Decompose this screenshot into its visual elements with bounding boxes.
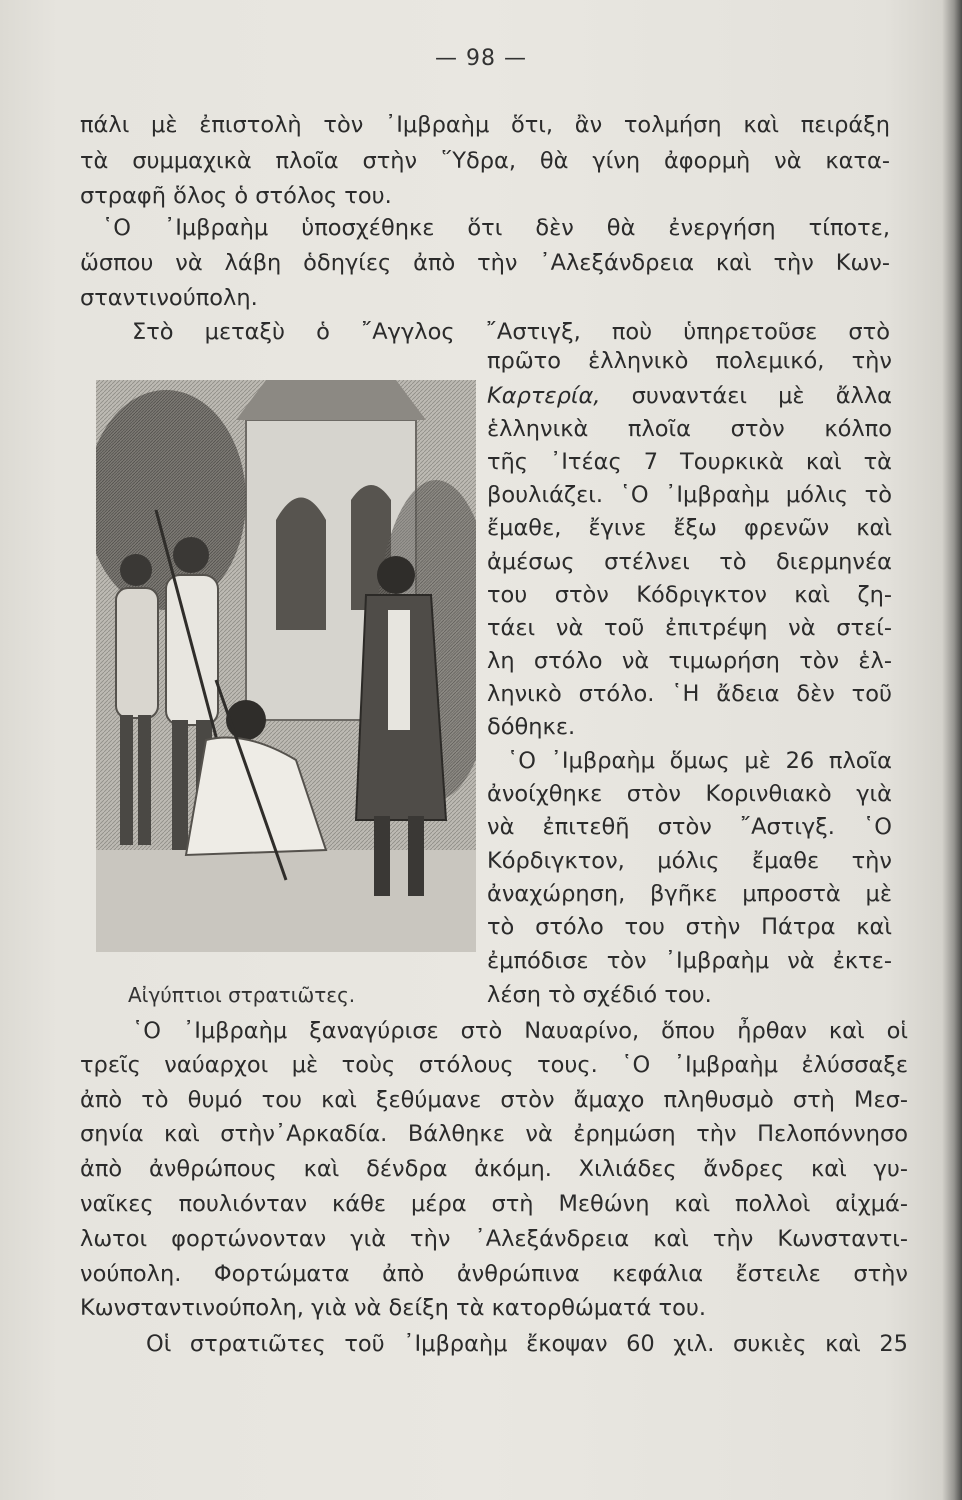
text-line: ἐμπόδισε τὸν ᾽Ιμβραὴμ νὰ ἐκτε- <box>487 948 892 974</box>
text-line: ὥσπου νὰ λάβη ὁδηγίες ἀπὸ τὴν ᾽Αλεξάνδρεια καὶ τὴν Κων- <box>80 250 890 276</box>
page-binding-shadow <box>942 0 962 1500</box>
text-line: ἀναχώρηση, βγῆκε μπροστὰ μὲ <box>487 881 892 907</box>
text-line: Οἱ στρατιῶτες τοῦ ᾽Ιμβραὴμ ἔκοψαν 60 χιλ. συκιὲς καὶ 25 <box>146 1331 908 1357</box>
text-line <box>487 381 892 411</box>
text-line: σηνία καὶ στὴν᾽Αρκαδία. Βάλθηκε νὰ ἐρημώση τὴν Πελοπόννησο <box>80 1121 908 1147</box>
text-line: Στὸ μεταξὺ ὁ ῎Αγγλος ῎Αστιγξ, ποὺ ὑπηρετοῦσε στὸ <box>132 319 890 345</box>
text-line: δόθηκε. <box>487 714 576 740</box>
text-line: τάει νὰ τοῦ ἐπιτρέψη νὰ στεί- <box>487 615 892 641</box>
text-line: νὰ ἐπιτεθῆ στὸν ῎Αστιγξ. ῾Ο <box>487 814 892 840</box>
text-line: ἑλληνικὰ πλοῖα στὸν κόλπο <box>487 416 892 442</box>
text-line: νούπολη. Φορτώματα ἀπὸ ἀνθρώπινα κεφάλια ἔστειλε στὴν <box>80 1261 908 1287</box>
text-line: τρεῖς ναύαρχοι μὲ τοὺς στόλους τους. ῾Ο ᾽Ιμβραὴμ ἐλύσσαξε <box>80 1052 908 1078</box>
text-line: ἀπὸ τὸ θυμό του καὶ ξεθύμανε στὸν ἄμαχο πληθυσμὸ στὴ Μεσ- <box>80 1087 908 1113</box>
text-line: ναῖκες πουλιόνταν κάθε μέρα στὴ Μεθώνη καὶ πολλοὶ αἰχμά- <box>80 1191 908 1217</box>
text-line: ῾Ο ᾽Ιμβραὴμ ὑποσχέθηκε ὅτι δὲν θὰ ἐνεργήση τίποτε, <box>102 215 890 241</box>
text-fragment: συναντάει μὲ ἄλλα <box>631 383 892 409</box>
text-line: ῾Ο ᾽Ιμβραὴμ ξαναγύρισε στὸ Ναυαρίνο, ὅπου ἦρθαν καὶ οἱ <box>132 1018 908 1044</box>
figure-caption: Αἰγύπτιοι στρατιῶτες. <box>128 983 356 1007</box>
text-line: ῾Ο ᾽Ιμβραὴμ ὅμως μὲ 26 πλοῖα <box>507 748 892 774</box>
text-line: πρῶτο ἑλληνικὸ πολεμικό, τὴν <box>487 348 892 374</box>
text-line: του στὸν Κόδριγκτον καὶ ζη- <box>487 582 892 608</box>
text-line: τὰ συμμαχικὰ πλοῖα στὴν ῞Υδρα, θὰ γίνη ἀφορμὴ νὰ κατα- <box>80 148 890 174</box>
text-line: ἀπὸ ἀνθρώπους καὶ δένδρα ἀκόμη. Χιλιάδες ἄνδρες καὶ γυ- <box>80 1156 908 1182</box>
egyptian-soldiers-illustration <box>96 380 476 952</box>
text-line: ἀνοίχθηκε στὸν Κορινθιακὸ γιὰ <box>487 781 892 807</box>
page-number: — 98 — <box>435 46 527 71</box>
text-line: τῆς ᾽Ιτέας 7 Τουρκικὰ καὶ τὰ <box>487 449 892 475</box>
text-line: ἔμαθε, ἔγινε ἔξω φρενῶν καὶ <box>487 515 892 541</box>
text-line: τὸ στόλο του στὴν Πάτρα καὶ <box>487 914 892 940</box>
text-line: Κόρδιγκτον, μόλις ἔμαθε τὴν <box>487 848 892 874</box>
text-line: λέση τὸ σχέδιό του. <box>487 982 712 1008</box>
text-line: λη στόλο νὰ τιμωρήση τὸν ἑλ- <box>487 648 892 674</box>
text-line: ληνικὸ στόλο. ῾Η ἄδεια δὲν τοῦ <box>487 681 892 707</box>
text-line: λωτοι φορτώνονταν γιὰ τὴν ᾽Αλεξάνδρεια καὶ τὴν Κωνσταντι- <box>80 1226 908 1252</box>
text-line: Κωνσταντινούπολη, γιὰ νὰ δείξη τὰ κατορθώματά του. <box>80 1295 707 1321</box>
ship-name-karteria: Καρτερία, <box>487 383 601 409</box>
text-line: πάλι μὲ ἐπιστολὴ τὸν ᾽Ιμβραὴμ ὅτι, ἂν τολμήση καὶ πειράξη <box>80 112 890 138</box>
text-line: σταντινούπολη. <box>80 285 258 311</box>
text-line: ἀμέσως στέλνει τὸ διερμηνέα <box>487 549 892 575</box>
text-line: βουλιάζει. ῾Ο ᾽Ιμβραὴμ μόλις τὸ <box>487 482 892 508</box>
text-line: στραφῆ ὅλος ὁ στόλος του. <box>80 183 392 209</box>
